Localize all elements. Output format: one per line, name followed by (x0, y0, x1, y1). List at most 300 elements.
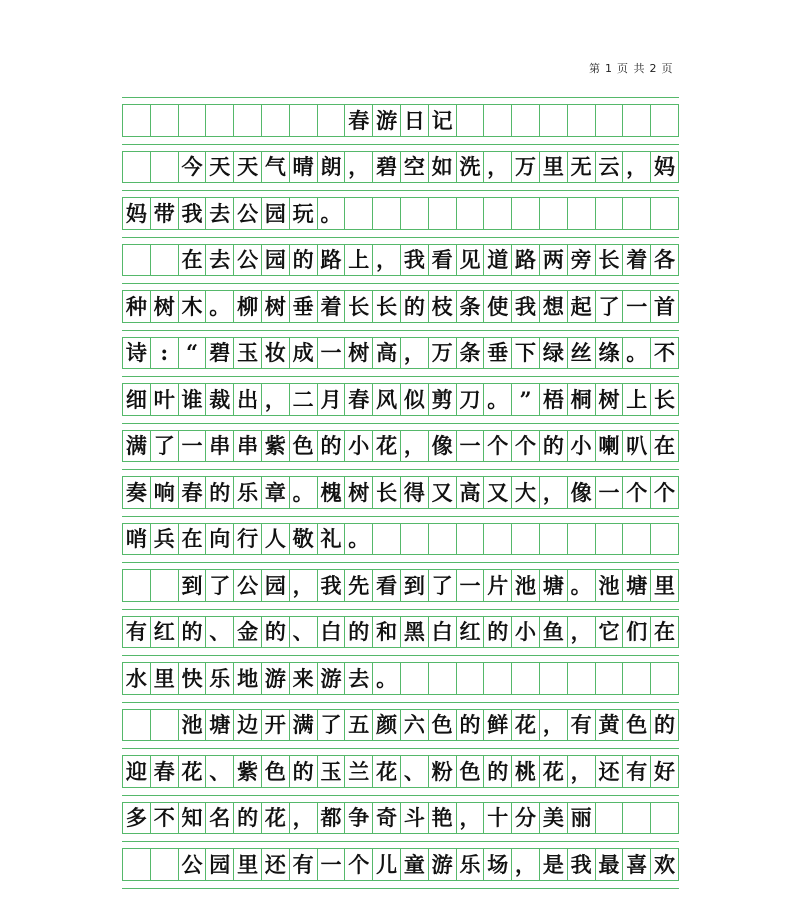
grid-cell: 塘 (540, 570, 568, 601)
grid-cell: 鲜 (484, 710, 512, 741)
grid-cell: 敬 (290, 524, 318, 555)
grid-cell: 片 (484, 570, 512, 601)
grid-cell: 人 (262, 524, 290, 555)
grid-cell: 玩 (290, 198, 318, 229)
grid-cell: 谁 (179, 384, 207, 415)
grid-cell: 上 (623, 384, 651, 415)
grid-cell (429, 524, 457, 555)
grid-cell: 。 (290, 477, 318, 508)
grid-cell: 白 (429, 617, 457, 648)
grid-cell (151, 849, 179, 880)
page-current: 1 (605, 62, 613, 75)
grid-cell: 的 (234, 803, 262, 834)
grid-cell: 喇 (596, 431, 624, 462)
grid-cell: 花 (262, 803, 290, 834)
grid-cell: 个 (484, 431, 512, 462)
grid-cell: 先 (345, 570, 373, 601)
grid-cell: 园 (262, 245, 290, 276)
grid-cell (568, 524, 596, 555)
grid-cell (651, 524, 679, 555)
grid-cell: 看 (429, 245, 457, 276)
grid-cell: 梧 (540, 384, 568, 415)
grid-cell: 色 (262, 756, 290, 787)
grid-cell: ， (568, 756, 596, 787)
grid-cell: 红 (151, 617, 179, 648)
grid-cell: 十 (484, 803, 512, 834)
text-line (122, 616, 679, 649)
grid-cell: 塘 (206, 710, 234, 741)
grid-cell: 桃 (512, 756, 540, 787)
grid-cell: ， (512, 849, 540, 880)
grid-cell (457, 663, 485, 694)
grid-cell: 高 (373, 338, 401, 369)
grid-cell: ， (401, 431, 429, 462)
grid-cell: 。 (568, 570, 596, 601)
grid-cell: 各 (651, 245, 679, 276)
grid-cell: 槐 (318, 477, 346, 508)
grid-cell: 儿 (373, 849, 401, 880)
grid-cell: 花 (512, 710, 540, 741)
grid-cell: 在 (179, 245, 207, 276)
grid-cell: 个 (651, 477, 679, 508)
grid-cell: 裁 (206, 384, 234, 415)
grid-cell: 树 (596, 384, 624, 415)
grid-cell: 旁 (568, 245, 596, 276)
grid-cell: 。 (623, 338, 651, 369)
grid-cell (512, 198, 540, 229)
grid-cell: 。 (484, 384, 512, 415)
grid-cell: 丝 (568, 338, 596, 369)
document-title-row (122, 97, 679, 144)
grid-cell: 。 (373, 663, 401, 694)
grid-cell: 上 (345, 245, 373, 276)
grid-cell (373, 198, 401, 229)
grid-cell: 一 (623, 291, 651, 322)
grid-cell (540, 663, 568, 694)
grid-cell: 、 (206, 617, 234, 648)
grid-cell: 两 (540, 245, 568, 276)
text-row (122, 702, 679, 749)
grid-cell: ， (457, 803, 485, 834)
grid-cell: 迎 (123, 756, 151, 787)
grid-cell: 串 (234, 431, 262, 462)
grid-cell (623, 524, 651, 555)
grid-cell: 公 (234, 198, 262, 229)
grid-cell: 童 (401, 849, 429, 880)
grid-cell: 紫 (262, 431, 290, 462)
grid-cell: 一 (179, 431, 207, 462)
grid-cell: ， (290, 803, 318, 834)
grid-cell: 首 (651, 291, 679, 322)
grid-cell: ” (512, 384, 540, 415)
grid-cell: 多 (123, 803, 151, 834)
grid-cell: 小 (345, 431, 373, 462)
grid-cell: 斗 (401, 803, 429, 834)
grid-cell: 一 (318, 338, 346, 369)
grid-cell: 个 (623, 477, 651, 508)
text-row (122, 376, 679, 423)
grid-cell: 长 (651, 384, 679, 415)
grid-cell: 游 (373, 105, 401, 136)
grid-cell (123, 849, 151, 880)
grid-cell: 色 (429, 710, 457, 741)
grid-cell: 见 (457, 245, 485, 276)
grid-cell: 似 (401, 384, 429, 415)
grid-cell: 、 (401, 756, 429, 787)
grid-cell: 奏 (123, 477, 151, 508)
grid-cell: 丽 (568, 803, 596, 834)
grid-cell (512, 663, 540, 694)
grid-cell: 是 (540, 849, 568, 880)
grid-cell: 游 (429, 849, 457, 880)
grid-cell: 叶 (151, 384, 179, 415)
grid-cell: 树 (345, 338, 373, 369)
grid-cell: 园 (206, 849, 234, 880)
text-row (122, 562, 679, 609)
grid-cell: 碧 (373, 152, 401, 183)
grid-cell: “ (179, 338, 207, 369)
grid-cell: 花 (373, 431, 401, 462)
grid-cell: 公 (234, 570, 262, 601)
grid-cell (151, 245, 179, 276)
grid-cell: 种 (123, 291, 151, 322)
grid-cell: 像 (568, 477, 596, 508)
grid-cell: 里 (234, 849, 262, 880)
page-label-mid: 页 共 (617, 62, 646, 75)
grid-cell: 长 (373, 477, 401, 508)
grid-cell: 不 (151, 803, 179, 834)
grid-cell: 了 (206, 570, 234, 601)
grid-cell: 到 (401, 570, 429, 601)
text-line (122, 848, 679, 881)
grid-cell: 妈 (651, 152, 679, 183)
grid-cell: 章 (262, 477, 290, 508)
grid-cell: 里 (540, 152, 568, 183)
text-row (122, 795, 679, 842)
grid-cell: 我 (512, 291, 540, 322)
grid-cell: 还 (262, 849, 290, 880)
document-title (122, 104, 679, 137)
text-line (122, 290, 679, 323)
text-line (122, 430, 679, 463)
grid-cell: 五 (345, 710, 373, 741)
grid-cell: 不 (651, 338, 679, 369)
grid-cell: 水 (123, 663, 151, 694)
grid-cell (596, 524, 624, 555)
grid-cell: 都 (318, 803, 346, 834)
grid-cell: 好 (651, 756, 679, 787)
grid-cell: 喜 (623, 849, 651, 880)
grid-cell: 满 (123, 431, 151, 462)
grid-cell: 想 (540, 291, 568, 322)
text-line (122, 197, 679, 230)
grid-cell: 开 (262, 710, 290, 741)
grid-cell: 去 (206, 245, 234, 276)
grid-cell (596, 198, 624, 229)
grid-cell: 妈 (123, 198, 151, 229)
grid-cell: 的 (651, 710, 679, 741)
text-line (122, 151, 679, 184)
grid-cell: 了 (151, 431, 179, 462)
grid-cell: 树 (345, 477, 373, 508)
grid-cell (457, 524, 485, 555)
grid-cell: 公 (234, 245, 262, 276)
grid-cell: 无 (568, 152, 596, 183)
grid-cell: 一 (457, 570, 485, 601)
grid-cell: 洗 (457, 152, 485, 183)
grid-cell (651, 198, 679, 229)
grid-cell: 向 (206, 524, 234, 555)
text-row (122, 609, 679, 656)
grid-cell: 池 (179, 710, 207, 741)
grid-cell: 粉 (429, 756, 457, 787)
text-row (122, 283, 679, 330)
grid-cell: 乐 (234, 477, 262, 508)
text-line (122, 662, 679, 695)
grid-cell: 玉 (234, 338, 262, 369)
grid-cell: 去 (345, 663, 373, 694)
grid-cell (651, 803, 679, 834)
grid-cell: 串 (206, 431, 234, 462)
grid-cell: 长 (345, 291, 373, 322)
grid-cell: 金 (234, 617, 262, 648)
grid-cell (151, 152, 179, 183)
grid-cell: 带 (151, 198, 179, 229)
grid-cell (401, 198, 429, 229)
grid-cell: 垂 (484, 338, 512, 369)
grid-cell: 我 (318, 570, 346, 601)
grid-cell: 塘 (623, 570, 651, 601)
grid-cell: 万 (512, 152, 540, 183)
text-row (122, 237, 679, 284)
grid-cell: 出 (234, 384, 262, 415)
text-row (122, 748, 679, 795)
grid-cell (318, 105, 346, 136)
grid-cell: ， (540, 477, 568, 508)
grid-cell: 争 (345, 803, 373, 834)
grid-cell: 垂 (290, 291, 318, 322)
grid-cell: 的 (484, 617, 512, 648)
grid-cell: 玉 (318, 756, 346, 787)
grid-cell: 响 (151, 477, 179, 508)
grid-cell (651, 105, 679, 136)
grid-cell: 着 (318, 291, 346, 322)
grid-cell: 长 (596, 245, 624, 276)
grid-cell: 的 (206, 477, 234, 508)
grid-cell: 下 (512, 338, 540, 369)
grid-cell (484, 198, 512, 229)
grid-cell: 风 (373, 384, 401, 415)
grid-cell (123, 245, 151, 276)
grid-cell (151, 710, 179, 741)
grid-cell (123, 105, 151, 136)
text-row (122, 469, 679, 516)
grid-cell: 个 (345, 849, 373, 880)
text-line (122, 476, 679, 509)
grid-cell (623, 198, 651, 229)
grid-cell: 条 (457, 291, 485, 322)
text-row (122, 655, 679, 702)
grid-cell: 满 (290, 710, 318, 741)
grid-cell: 色 (457, 756, 485, 787)
grid-cell: 绿 (540, 338, 568, 369)
grid-cell: 园 (262, 198, 290, 229)
grid-cell: 分 (512, 803, 540, 834)
grid-cell: 花 (179, 756, 207, 787)
text-line (122, 383, 679, 416)
text-row (122, 841, 679, 888)
grid-cell: 有 (623, 756, 651, 787)
grid-cell: 游 (318, 663, 346, 694)
grid-cell: 了 (596, 291, 624, 322)
grid-cell: 诗 (123, 338, 151, 369)
grid-cell: 的 (290, 756, 318, 787)
grid-cell: 在 (651, 431, 679, 462)
grid-cell: 一 (596, 477, 624, 508)
grid-cell (234, 105, 262, 136)
grid-cell: 颜 (373, 710, 401, 741)
grid-cell: 着 (623, 245, 651, 276)
grid-cell: 日 (401, 105, 429, 136)
grid-cell: 池 (596, 570, 624, 601)
grid-cell: 的 (457, 710, 485, 741)
grid-cell: 。 (345, 524, 373, 555)
grid-cell (151, 570, 179, 601)
grid-cell (651, 663, 679, 694)
grid-cell: 有 (568, 710, 596, 741)
grid-cell: 气 (262, 152, 290, 183)
grid-cell: 春 (179, 477, 207, 508)
grid-cell: 欢 (651, 849, 679, 880)
grid-cell: 、 (290, 617, 318, 648)
grid-cell (484, 105, 512, 136)
grid-cell: ， (290, 570, 318, 601)
grid-cell: 乐 (206, 663, 234, 694)
grid-cell: 和 (373, 617, 401, 648)
grid-cell: 个 (512, 431, 540, 462)
grid-cell: 名 (206, 803, 234, 834)
grid-cell: 公 (179, 849, 207, 880)
grid-cell: 天 (206, 152, 234, 183)
text-line (122, 244, 679, 277)
grid-cell: 柳 (234, 291, 262, 322)
grid-cell: 有 (123, 617, 151, 648)
grid-cell: 的 (290, 245, 318, 276)
grid-cell: 又 (429, 477, 457, 508)
grid-cell: 地 (234, 663, 262, 694)
page-label-prefix: 第 (589, 62, 601, 75)
grid-cell: 如 (429, 152, 457, 183)
grid-cell: 今 (179, 152, 207, 183)
grid-cell (401, 663, 429, 694)
grid-cell: ， (623, 152, 651, 183)
grid-cell (512, 524, 540, 555)
grid-cell: 黑 (401, 617, 429, 648)
grid-cell (623, 663, 651, 694)
grid-cell: 剪 (429, 384, 457, 415)
grid-cell (345, 198, 373, 229)
grid-cell: 枝 (429, 291, 457, 322)
page-label-suffix: 页 (661, 62, 674, 75)
grid-cell: 艳 (429, 803, 457, 834)
grid-cell: 春 (345, 105, 373, 136)
grid-cell: 万 (429, 338, 457, 369)
grid-cell: 有 (290, 849, 318, 880)
page-total: 2 (649, 62, 658, 75)
grid-cell (484, 524, 512, 555)
grid-cell: 的 (318, 431, 346, 462)
grid-cell: 白 (318, 617, 346, 648)
grid-cell: 色 (290, 431, 318, 462)
grid-cell: ， (568, 617, 596, 648)
grid-cell (568, 198, 596, 229)
grid-cell (206, 105, 234, 136)
grid-cell: 得 (401, 477, 429, 508)
grid-cell: 。 (318, 198, 346, 229)
grid-cell (457, 105, 485, 136)
grid-cell: 奇 (373, 803, 401, 834)
text-line (122, 523, 679, 556)
grid-cell: 天 (234, 152, 262, 183)
grid-cell (151, 105, 179, 136)
grid-cell: 云 (596, 152, 624, 183)
grid-cell: 记 (429, 105, 457, 136)
grid-cell: 在 (179, 524, 207, 555)
grid-cell: 空 (401, 152, 429, 183)
grid-cell: 的 (179, 617, 207, 648)
grid-cell: 美 (540, 803, 568, 834)
grid-cell: 我 (568, 849, 596, 880)
grid-cell: 一 (318, 849, 346, 880)
grid-cell (540, 198, 568, 229)
grid-cell: 起 (568, 291, 596, 322)
grid-cell (457, 198, 485, 229)
grid-cell (596, 105, 624, 136)
grid-cell: 路 (512, 245, 540, 276)
grid-cell (290, 105, 318, 136)
text-line (122, 802, 679, 835)
text-line (122, 337, 679, 370)
grid-cell: 使 (484, 291, 512, 322)
grid-cell: 二 (290, 384, 318, 415)
grid-cell: 我 (401, 245, 429, 276)
grid-cell: 游 (262, 663, 290, 694)
grid-cell: 一 (457, 431, 485, 462)
grid-cell: 春 (345, 384, 373, 415)
grid-cell: 妆 (262, 338, 290, 369)
grid-cell: 它 (596, 617, 624, 648)
grid-cell: 鱼 (540, 617, 568, 648)
grid-cell: 小 (512, 617, 540, 648)
grid-cell (123, 570, 151, 601)
text-row (122, 190, 679, 237)
grid-cell: 去 (206, 198, 234, 229)
grid-cell: 礼 (318, 524, 346, 555)
grid-cell: 春 (151, 756, 179, 787)
grid-cell (623, 105, 651, 136)
grid-cell: 黄 (596, 710, 624, 741)
grid-cell (512, 105, 540, 136)
grid-cell: 知 (179, 803, 207, 834)
text-row (122, 144, 679, 191)
text-row (122, 330, 679, 377)
grid-cell (568, 105, 596, 136)
grid-cell: 花 (540, 756, 568, 787)
grid-cell: 月 (318, 384, 346, 415)
grid-cell: 在 (651, 617, 679, 648)
grid-cell: 里 (651, 570, 679, 601)
grid-cell: 小 (568, 431, 596, 462)
